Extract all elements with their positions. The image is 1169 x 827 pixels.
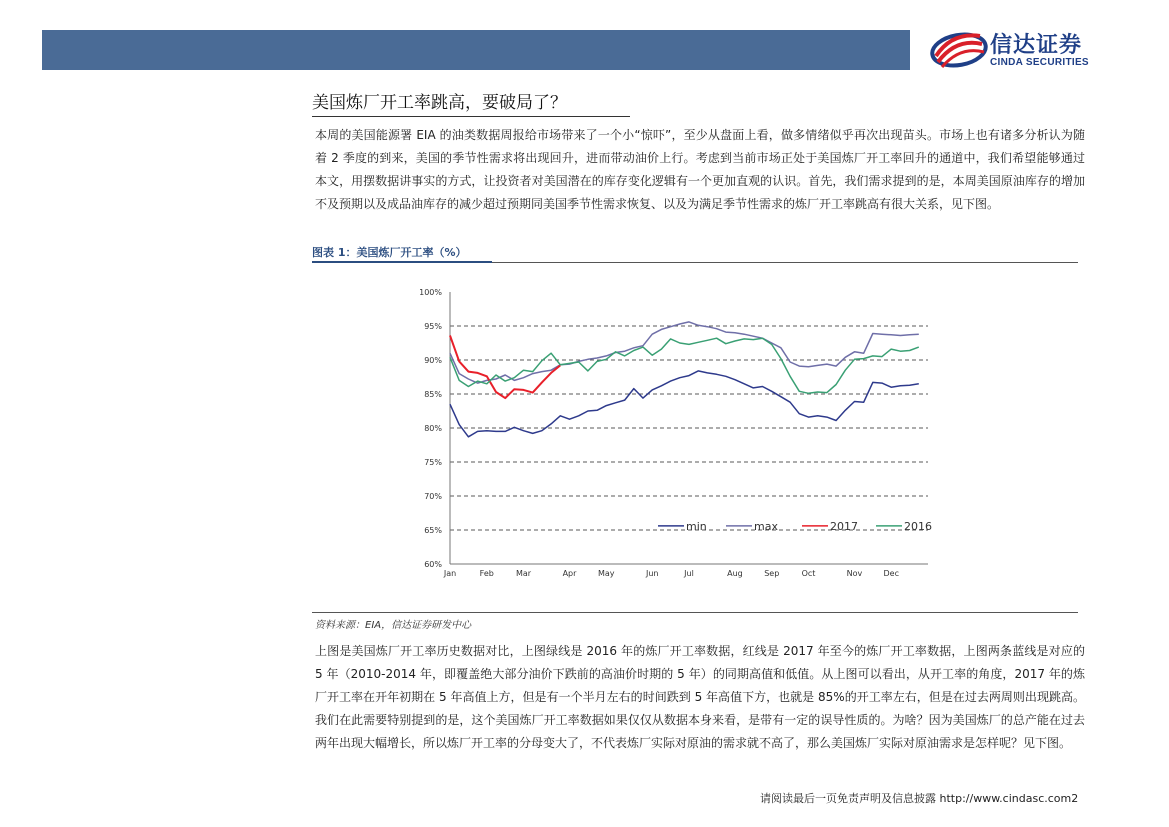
series-line-2016 [450, 338, 919, 393]
legend-label-min: min [686, 519, 707, 533]
y-tick-label: 75% [424, 458, 442, 467]
refinery-utilization-chart [408, 282, 958, 582]
y-tick-label: 95% [424, 322, 442, 331]
y-tick-labels [419, 288, 442, 569]
x-tick-label: Sep [764, 569, 780, 578]
source-note: 资料来源：EIA，信达证券研发中心 [315, 620, 472, 631]
y-tick-label: 100% [419, 288, 442, 297]
cinda-logo-icon [930, 26, 988, 74]
x-tick-label: Oct [801, 569, 816, 578]
x-tick-label: May [597, 569, 615, 578]
header-bar [42, 30, 910, 70]
x-tick-label: Nov [846, 569, 863, 578]
body-paragraph: 上图是美国炼厂开工率历史数据对比，上图绿线是 2016 年的炼厂开工率数据，红线是 2017 年至今的炼厂开工率数据，上图两条蓝线是对应的 5 年（2010-2014 年，即覆盖绝大部分油价下跌前的高油价时期的 5 年）的同期高值和低值。从上图可以看出，从开工率的角度，2017 年的炼厂开工率在开年初期在 5 年高值上方，但是有一个半月左右的时间跌到 5 年高值下方，也就是 85%的开工率左右，但是在过去两周则出现跳高。我们在此需要特别提到的是，这个美国炼厂开工率数据如果仅仅从数据本身来看，是带有一定的误导性质的。为啥？因为美国炼厂的总产能在过去两年出现大幅增长，所以炼厂开工率的分母变大了，不代表炼厂实际对原油的需求就不高了，那么美国炼厂实际对原油需求是怎样呢？见下图。 [315, 644, 1085, 750]
page-number: 2 [1071, 792, 1079, 805]
figure-caption: 图表 1：美国炼厂开工率（%） [312, 246, 467, 259]
x-tick-label: Feb [479, 569, 494, 578]
logo-name-cn: 信达证券 [990, 33, 1083, 58]
company-logo [930, 26, 1130, 74]
caption-rule-accent [312, 261, 492, 263]
y-tick-label: 80% [424, 424, 442, 433]
x-tick-label: Jun [645, 569, 659, 578]
y-tick-label: 90% [424, 356, 442, 365]
legend-label-2017: 2017 [830, 519, 858, 533]
x-tick-label: Aug [727, 569, 743, 578]
logo-name-en: CINDA SECURITIES [990, 57, 1089, 68]
footer-disclaimer: 请阅读最后一页免责声明及信息披露 [760, 792, 936, 805]
x-tick-labels [443, 569, 899, 578]
source-rule [312, 612, 1078, 613]
y-tick-label: 85% [424, 390, 442, 399]
x-tick-label: Jan [443, 569, 457, 578]
footer-url[interactable]: http://www.cindasc.com [939, 792, 1072, 805]
section-title: 美国炼厂开工率跳高，要破局了？ [312, 93, 567, 113]
y-tick-label: 70% [424, 492, 442, 501]
x-tick-label: Dec [883, 569, 899, 578]
series-line-min [450, 371, 919, 437]
series-line-max [450, 322, 919, 383]
x-tick-label: Mar [515, 569, 532, 578]
chart-series [450, 322, 919, 437]
series-line-2017 [450, 336, 560, 399]
page-footer [760, 790, 1078, 806]
x-tick-label: Apr [562, 569, 577, 578]
title-underline [312, 116, 630, 117]
y-tick-label: 60% [424, 560, 442, 569]
chart-legend [658, 520, 932, 533]
y-tick-label: 65% [424, 526, 442, 535]
intro-paragraph: 本周的美国能源署 EIA 的油类数据周报给市场带来了一个小“惊吓”，至少从盘面上看，做多情绪似乎再次出现苗头。市场上也有诸多分析认为随着 2 季度的到来，美国的季节性需求将出现回升，进而带动油价上行。考虑到当前市场正处于美国炼厂开工率回升的通道中，我们希望能够通过本文，用摆数据讲事实的方式，让投资者对美国潜在的库存变化逻辑有一个更加直观的认识。首先，我们需求提到的是，本周美国原油库存的增加不及预期以及成品油库存的减少超过预期同美国季节性需求恢复、以及为满足季节性需求的炼厂开工率跳高有很大关系，见下图。 [315, 128, 1085, 211]
legend-label-max: max [754, 519, 778, 533]
x-tick-label: Jul [684, 569, 694, 578]
chart-gridlines [450, 326, 928, 530]
legend-label-2016: 2016 [904, 519, 932, 533]
